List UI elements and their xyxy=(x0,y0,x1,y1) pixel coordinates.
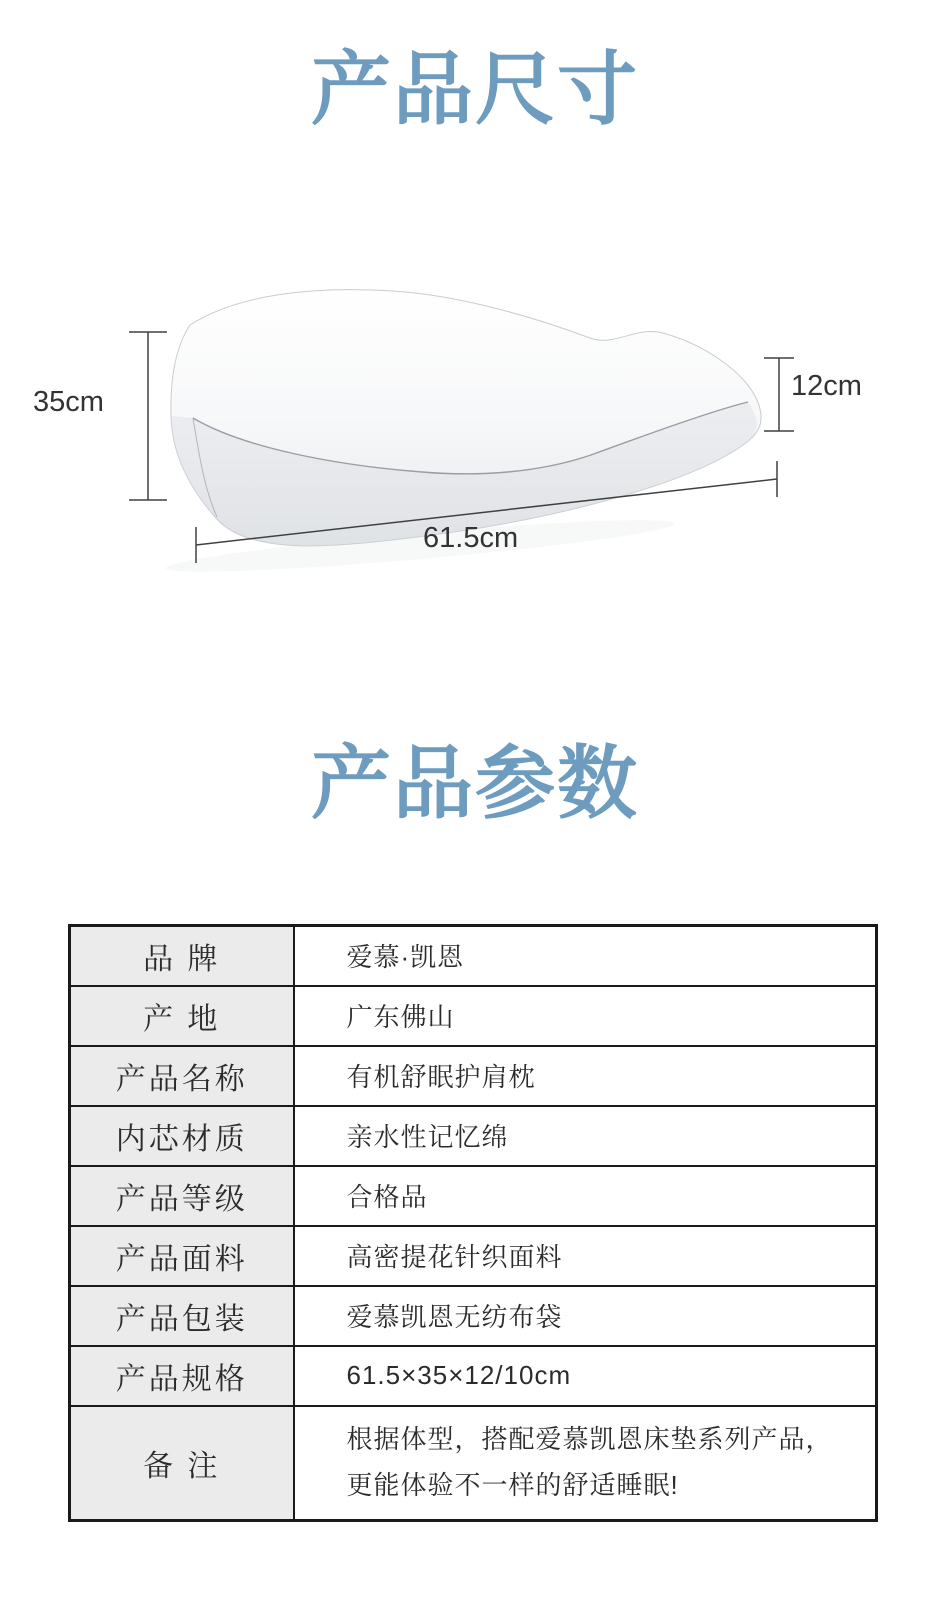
spec-label-origin: 产 地 xyxy=(70,986,294,1046)
thickness-dimension-label: 12cm xyxy=(791,370,862,402)
width-dimension-label: 61.5cm xyxy=(423,522,519,554)
spec-row-packaging xyxy=(70,1286,877,1346)
page-title-dimensions: 产品尺寸 xyxy=(311,45,639,134)
remark-line-1: 根据体型，搭配爱慕凯恩床垫系列产品， xyxy=(346,1424,833,1455)
spec-table xyxy=(68,924,878,1522)
spec-label-brand: 品 牌 xyxy=(70,926,294,986)
page-title-specs: 产品参数 xyxy=(311,739,639,828)
remark-line-2: 更能体验不一样的舒适睡眠! xyxy=(346,1469,679,1500)
spec-label-size: 产品规格 xyxy=(70,1346,294,1406)
spec-label-grade: 产品等级 xyxy=(70,1166,294,1226)
spec-row-brand xyxy=(70,926,877,986)
spec-row-grade xyxy=(70,1166,877,1226)
spec-value-grade: 合格品 xyxy=(294,1166,877,1226)
spec-row-product-name xyxy=(70,1046,877,1106)
spec-value-fabric: 高密提花针织面料 xyxy=(294,1226,877,1286)
spec-value-remark xyxy=(294,1406,877,1521)
thickness-dimension-line xyxy=(764,358,794,431)
spec-label-packaging: 产品包装 xyxy=(70,1286,294,1346)
spec-value-product-name: 有机舒眠护肩枕 xyxy=(294,1046,877,1106)
spec-label-fabric: 产品面料 xyxy=(70,1226,294,1286)
spec-label-core-material: 内芯材质 xyxy=(70,1106,294,1166)
spec-value-core-material: 亲水性记忆绵 xyxy=(294,1106,877,1166)
spec-value-brand: 爱慕·凯恩 xyxy=(294,926,877,986)
spec-row-size xyxy=(70,1346,877,1406)
spec-label-remark: 备 注 xyxy=(70,1406,294,1521)
spec-value-packaging: 爱慕凯恩无纺布袋 xyxy=(294,1286,877,1346)
height-dimension-line xyxy=(129,332,167,500)
spec-label-product-name: 产品名称 xyxy=(70,1046,294,1106)
spec-row-core-material xyxy=(70,1106,877,1166)
height-dimension-label: 35cm xyxy=(33,386,104,418)
spec-row-fabric xyxy=(70,1226,877,1286)
spec-value-size: 61.5×35×12/10cm xyxy=(294,1346,877,1406)
spec-row-remark xyxy=(70,1406,877,1521)
spec-row-origin xyxy=(70,986,877,1046)
spec-value-origin: 广东佛山 xyxy=(294,986,877,1046)
